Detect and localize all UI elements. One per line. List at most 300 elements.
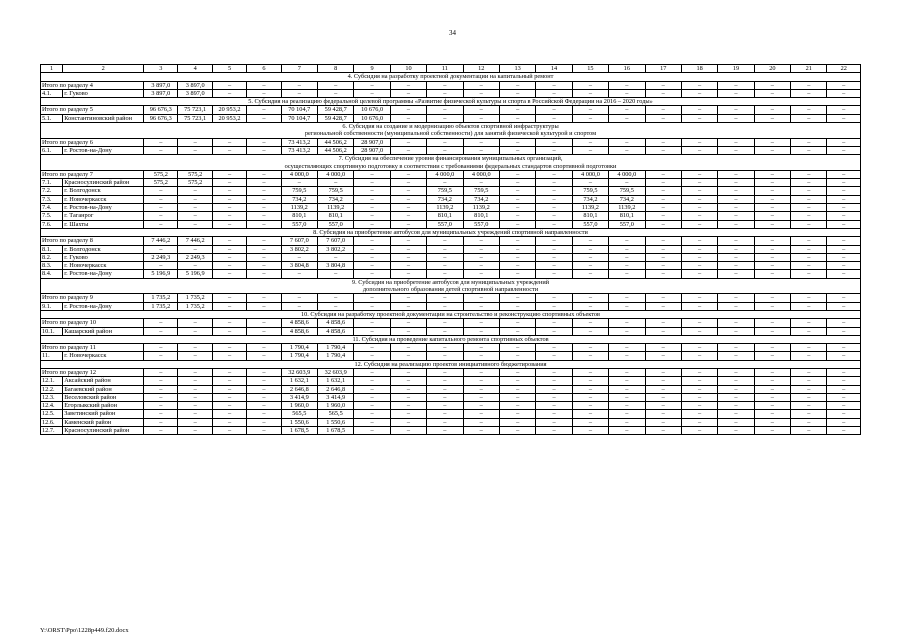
value-cell: – <box>212 352 246 360</box>
value-cell: – <box>247 81 281 89</box>
municipality-name: г. Новочеркасск <box>63 195 144 203</box>
table-row <box>41 114 861 122</box>
column-header: 22 <box>827 65 861 73</box>
value-cell: – <box>212 179 246 187</box>
value-cell: – <box>390 294 426 302</box>
value-cell: – <box>827 262 861 270</box>
section-total-row <box>41 368 861 376</box>
value-cell: – <box>609 418 645 426</box>
value-cell: – <box>354 212 390 220</box>
value-cell: 734,2 <box>281 195 317 203</box>
value-cell: – <box>536 319 572 327</box>
value-cell: – <box>247 212 281 220</box>
value-cell: – <box>390 319 426 327</box>
value-cell: – <box>427 418 463 426</box>
section-total-row <box>41 294 861 302</box>
value-cell: – <box>178 262 212 270</box>
value-cell: – <box>536 327 572 335</box>
value-cell: 1 550,6 <box>318 418 354 426</box>
column-header: 20 <box>754 65 790 73</box>
value-cell: – <box>427 327 463 335</box>
value-cell: 20 953,2 <box>212 114 246 122</box>
value-cell: 70 104,7 <box>281 114 317 122</box>
value-cell: – <box>572 410 608 418</box>
value-cell: – <box>247 187 281 195</box>
section-title: 5. Субсидия на реализацию федеральной целевой программы «Развитие физической культуры и спорта в Российской Федерации на 2016 – 2020 годы» <box>41 98 861 106</box>
value-cell: – <box>212 187 246 195</box>
value-cell: – <box>609 410 645 418</box>
value-cell: – <box>463 106 499 114</box>
value-cell: 557,0 <box>427 220 463 228</box>
value-cell: – <box>645 410 681 418</box>
value-cell: 4 000,0 <box>463 170 499 178</box>
total-label: Итого по разделу 8 <box>41 237 144 245</box>
value-cell: 7 446,2 <box>178 237 212 245</box>
value-cell: – <box>609 393 645 401</box>
value-cell: – <box>536 245 572 253</box>
value-cell: – <box>609 368 645 376</box>
value-cell: 810,1 <box>609 212 645 220</box>
value-cell: – <box>536 294 572 302</box>
table-row <box>41 377 861 385</box>
municipality-name: Красносулинский район <box>63 179 144 187</box>
value-cell: – <box>718 106 754 114</box>
value-cell: – <box>754 253 790 261</box>
value-cell: – <box>718 146 754 154</box>
value-cell: – <box>281 302 317 310</box>
value-cell: 810,1 <box>427 212 463 220</box>
value-cell: – <box>645 402 681 410</box>
value-cell: – <box>144 195 178 203</box>
value-cell: – <box>463 270 499 278</box>
value-cell: – <box>827 81 861 89</box>
value-cell: – <box>178 344 212 352</box>
value-cell: – <box>791 237 827 245</box>
value-cell: – <box>144 352 178 360</box>
value-cell: – <box>144 402 178 410</box>
value-cell: – <box>212 262 246 270</box>
value-cell: 1 735,2 <box>178 294 212 302</box>
value-cell: – <box>212 402 246 410</box>
value-cell: – <box>247 418 281 426</box>
value-cell: – <box>681 352 717 360</box>
value-cell: – <box>144 410 178 418</box>
value-cell: – <box>463 418 499 426</box>
value-cell: 759,5 <box>427 187 463 195</box>
value-cell: – <box>827 368 861 376</box>
value-cell: – <box>827 138 861 146</box>
page-number: 34 <box>449 29 456 37</box>
value-cell: – <box>536 410 572 418</box>
value-cell: – <box>681 302 717 310</box>
row-number: 12.3. <box>41 393 63 401</box>
municipality-name: г. Гуково <box>63 253 144 261</box>
value-cell: – <box>499 344 535 352</box>
value-cell: – <box>681 253 717 261</box>
column-header: 6 <box>247 65 281 73</box>
value-cell: – <box>247 410 281 418</box>
value-cell: – <box>178 327 212 335</box>
value-cell: – <box>212 344 246 352</box>
value-cell: – <box>247 368 281 376</box>
section-total-row <box>41 170 861 178</box>
value-cell: – <box>609 81 645 89</box>
value-cell: 1 678,5 <box>318 427 354 435</box>
value-cell: – <box>427 114 463 122</box>
value-cell: 59 428,7 <box>318 106 354 114</box>
value-cell: – <box>427 402 463 410</box>
value-cell: – <box>247 220 281 228</box>
value-cell: – <box>144 344 178 352</box>
value-cell: – <box>572 344 608 352</box>
value-cell: – <box>463 114 499 122</box>
column-header: 10 <box>390 65 426 73</box>
value-cell: – <box>645 81 681 89</box>
value-cell: – <box>281 294 317 302</box>
value-cell: – <box>247 237 281 245</box>
value-cell: 10 676,0 <box>354 114 390 122</box>
value-cell: – <box>681 237 717 245</box>
value-cell: – <box>791 114 827 122</box>
value-cell: – <box>390 212 426 220</box>
total-label: Итого по разделу 12 <box>41 368 144 376</box>
value-cell: – <box>427 302 463 310</box>
municipality-name: Кашарский район <box>63 327 144 335</box>
value-cell: – <box>390 89 426 97</box>
value-cell: – <box>754 114 790 122</box>
value-cell: – <box>212 237 246 245</box>
value-cell: – <box>681 179 717 187</box>
value-cell: – <box>390 368 426 376</box>
value-cell: – <box>144 187 178 195</box>
column-header: 4 <box>178 65 212 73</box>
row-number: 8.3. <box>41 262 63 270</box>
value-cell: – <box>463 352 499 360</box>
value-cell: – <box>718 89 754 97</box>
value-cell: – <box>318 89 354 97</box>
value-cell: – <box>609 427 645 435</box>
value-cell: 2 249,3 <box>178 253 212 261</box>
value-cell: – <box>645 245 681 253</box>
value-cell: – <box>499 245 535 253</box>
table-row <box>41 253 861 261</box>
value-cell: 59 428,7 <box>318 114 354 122</box>
column-header: 17 <box>645 65 681 73</box>
value-cell: – <box>390 402 426 410</box>
value-cell: – <box>754 385 790 393</box>
value-cell: 7 607,0 <box>281 237 317 245</box>
value-cell: – <box>354 319 390 327</box>
value-cell: – <box>681 319 717 327</box>
column-header: 16 <box>609 65 645 73</box>
value-cell: – <box>718 385 754 393</box>
table-row <box>41 195 861 203</box>
value-cell: – <box>212 146 246 154</box>
value-cell: – <box>791 410 827 418</box>
row-number: 12.1. <box>41 377 63 385</box>
value-cell: – <box>499 179 535 187</box>
value-cell: – <box>645 138 681 146</box>
value-cell: – <box>390 114 426 122</box>
value-cell: 1139,2 <box>281 204 317 212</box>
municipality-name: г. Гуково <box>63 89 144 97</box>
value-cell: – <box>247 89 281 97</box>
value-cell: – <box>791 368 827 376</box>
value-cell: – <box>463 294 499 302</box>
column-header: 12 <box>463 65 499 73</box>
municipality-name: г. Ростов-на-Дону <box>63 302 144 310</box>
value-cell: – <box>718 270 754 278</box>
value-cell: 759,5 <box>463 187 499 195</box>
value-cell: 3 897,0 <box>144 81 178 89</box>
value-cell: 734,2 <box>427 195 463 203</box>
value-cell: – <box>463 179 499 187</box>
value-cell: – <box>427 319 463 327</box>
value-cell: – <box>572 262 608 270</box>
value-cell: – <box>572 402 608 410</box>
total-label: Итого по разделу 9 <box>41 294 144 302</box>
total-label: Итого по разделу 4 <box>41 81 144 89</box>
value-cell: – <box>791 253 827 261</box>
value-cell: – <box>718 319 754 327</box>
table-row <box>41 410 861 418</box>
value-cell: – <box>754 418 790 426</box>
column-header: 2 <box>63 65 144 73</box>
value-cell: 810,1 <box>318 212 354 220</box>
column-header: 19 <box>718 65 754 73</box>
value-cell: – <box>754 344 790 352</box>
value-cell: – <box>718 427 754 435</box>
value-cell: – <box>536 377 572 385</box>
value-cell: – <box>212 393 246 401</box>
value-cell: – <box>212 220 246 228</box>
value-cell: – <box>354 89 390 97</box>
value-cell: – <box>754 352 790 360</box>
value-cell: – <box>354 402 390 410</box>
table-row <box>41 352 861 360</box>
value-cell: 28 907,0 <box>354 138 390 146</box>
value-cell: 1 960,0 <box>318 402 354 410</box>
municipality-name: г. Ростов-на-Дону <box>63 204 144 212</box>
value-cell: – <box>463 368 499 376</box>
value-cell: – <box>212 195 246 203</box>
value-cell: – <box>827 146 861 154</box>
value-cell: – <box>645 106 681 114</box>
value-cell: – <box>536 187 572 195</box>
value-cell: – <box>463 89 499 97</box>
value-cell: – <box>754 138 790 146</box>
value-cell: – <box>754 393 790 401</box>
section-title <box>41 278 861 294</box>
value-cell: – <box>499 262 535 270</box>
value-cell: – <box>354 237 390 245</box>
value-cell: – <box>754 179 790 187</box>
value-cell: – <box>827 204 861 212</box>
row-number: 4.1. <box>41 89 63 97</box>
value-cell: – <box>791 402 827 410</box>
value-cell: – <box>645 179 681 187</box>
municipality-name: г. Волгодонск <box>63 187 144 195</box>
value-cell: – <box>247 327 281 335</box>
value-cell: – <box>827 385 861 393</box>
value-cell: – <box>827 302 861 310</box>
value-cell: – <box>212 418 246 426</box>
value-cell: – <box>247 114 281 122</box>
value-cell: 2 249,3 <box>144 253 178 261</box>
row-number: 11. <box>41 352 63 360</box>
value-cell: – <box>318 179 354 187</box>
value-cell: – <box>609 89 645 97</box>
value-cell: – <box>572 146 608 154</box>
value-cell: – <box>536 352 572 360</box>
value-cell: – <box>463 262 499 270</box>
value-cell: – <box>463 146 499 154</box>
value-cell: 1139,2 <box>463 204 499 212</box>
value-cell: – <box>247 245 281 253</box>
value-cell: – <box>178 319 212 327</box>
value-cell: – <box>499 410 535 418</box>
value-cell: – <box>247 352 281 360</box>
value-cell: – <box>427 253 463 261</box>
value-cell: – <box>318 270 354 278</box>
value-cell: – <box>681 368 717 376</box>
value-cell: – <box>390 179 426 187</box>
value-cell: 1139,2 <box>318 204 354 212</box>
value-cell: – <box>463 302 499 310</box>
row-number: 12.2. <box>41 385 63 393</box>
value-cell: – <box>572 385 608 393</box>
value-cell: – <box>645 204 681 212</box>
value-cell: 4 000,0 <box>572 170 608 178</box>
value-cell: – <box>427 368 463 376</box>
value-cell: – <box>754 195 790 203</box>
value-cell: – <box>499 294 535 302</box>
value-cell: – <box>463 377 499 385</box>
value-cell: – <box>247 294 281 302</box>
value-cell: – <box>645 220 681 228</box>
value-cell: – <box>354 427 390 435</box>
value-cell: 7 446,2 <box>144 237 178 245</box>
value-cell: – <box>427 81 463 89</box>
value-cell: – <box>281 179 317 187</box>
value-cell: 1 790,4 <box>318 344 354 352</box>
value-cell: 557,0 <box>572 220 608 228</box>
value-cell: – <box>463 344 499 352</box>
value-cell: – <box>178 195 212 203</box>
value-cell: – <box>754 106 790 114</box>
value-cell: – <box>609 294 645 302</box>
value-cell: – <box>212 89 246 97</box>
value-cell: – <box>572 270 608 278</box>
value-cell: – <box>572 319 608 327</box>
value-cell: 759,5 <box>609 187 645 195</box>
value-cell: 759,5 <box>281 187 317 195</box>
value-cell: – <box>390 81 426 89</box>
value-cell: – <box>499 170 535 178</box>
value-cell: – <box>609 237 645 245</box>
value-cell: – <box>281 253 317 261</box>
value-cell: – <box>427 89 463 97</box>
value-cell: – <box>499 270 535 278</box>
municipality-name: Константиновский район <box>63 114 144 122</box>
value-cell: 1 735,2 <box>144 294 178 302</box>
value-cell: – <box>144 427 178 435</box>
value-cell: – <box>681 146 717 154</box>
section-heading-row <box>41 123 861 139</box>
value-cell: – <box>754 89 790 97</box>
value-cell: – <box>754 81 790 89</box>
row-number: 12.4. <box>41 402 63 410</box>
value-cell: – <box>572 352 608 360</box>
value-cell: – <box>609 270 645 278</box>
value-cell: – <box>427 106 463 114</box>
value-cell: – <box>645 114 681 122</box>
value-cell: – <box>427 262 463 270</box>
value-cell: – <box>536 427 572 435</box>
value-cell: – <box>499 187 535 195</box>
section-title: 12. Субсидия на реализацию проектов инициативного бюджетирования <box>41 360 861 368</box>
value-cell: – <box>463 410 499 418</box>
value-cell: – <box>212 138 246 146</box>
value-cell: – <box>827 89 861 97</box>
value-cell: – <box>572 114 608 122</box>
row-number: 10.1. <box>41 327 63 335</box>
value-cell: – <box>572 253 608 261</box>
value-cell: – <box>247 204 281 212</box>
section-heading-row <box>41 228 861 236</box>
value-cell: – <box>754 270 790 278</box>
column-header: 13 <box>499 65 535 73</box>
value-cell: – <box>718 253 754 261</box>
table-row <box>41 204 861 212</box>
value-cell: – <box>609 352 645 360</box>
value-cell: – <box>609 146 645 154</box>
value-cell: – <box>247 319 281 327</box>
value-cell: 575,2 <box>178 179 212 187</box>
value-cell: – <box>463 402 499 410</box>
value-cell: – <box>754 427 790 435</box>
value-cell: 32 603,9 <box>281 368 317 376</box>
value-cell: 28 907,0 <box>354 146 390 154</box>
value-cell: – <box>247 402 281 410</box>
value-cell: – <box>427 294 463 302</box>
section-title-line: 9. Субсидия на приобретение автобусов для муниципальных учреждений <box>351 278 550 286</box>
value-cell: – <box>681 262 717 270</box>
section-heading-row <box>41 98 861 106</box>
value-cell: 1139,2 <box>609 204 645 212</box>
value-cell: – <box>354 253 390 261</box>
value-cell: – <box>536 138 572 146</box>
value-cell: – <box>645 427 681 435</box>
table-row <box>41 302 861 310</box>
value-cell: – <box>791 319 827 327</box>
value-cell: – <box>645 352 681 360</box>
value-cell: – <box>354 81 390 89</box>
value-cell: – <box>791 270 827 278</box>
column-header: 8 <box>318 65 354 73</box>
value-cell: – <box>681 393 717 401</box>
value-cell: – <box>427 146 463 154</box>
value-cell: – <box>754 368 790 376</box>
value-cell: – <box>791 418 827 426</box>
value-cell: – <box>681 170 717 178</box>
value-cell: – <box>499 352 535 360</box>
value-cell: – <box>178 146 212 154</box>
total-label: Итого по разделу 6 <box>41 138 144 146</box>
value-cell: – <box>754 187 790 195</box>
value-cell: – <box>572 106 608 114</box>
municipality-name: Каменский район <box>63 418 144 426</box>
